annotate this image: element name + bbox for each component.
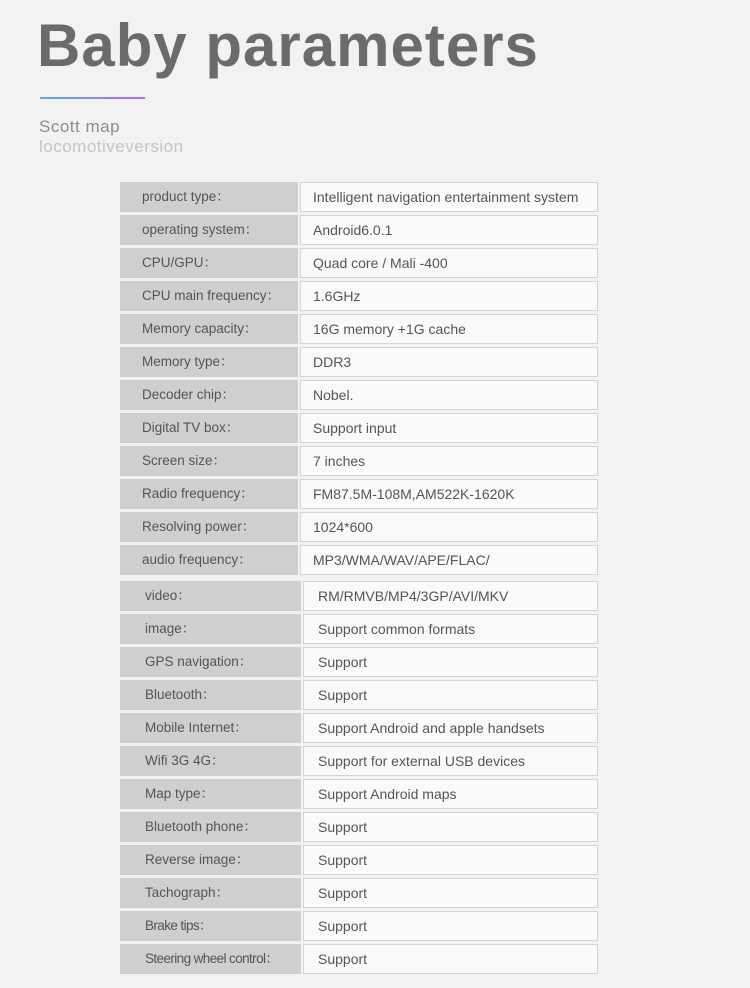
spec-value: Quad core / Mali -400 xyxy=(300,248,598,278)
spec-row xyxy=(120,215,598,245)
spec-value: Support xyxy=(303,680,598,710)
spec-value: MP3/WMA/WAV/APE/FLAC/ xyxy=(300,545,598,575)
spec-row xyxy=(120,413,598,443)
spec-label: Map type： xyxy=(120,779,301,809)
spec-row xyxy=(120,479,598,509)
spec-row xyxy=(120,812,598,842)
spec-value: Support common formats xyxy=(303,614,598,644)
spec-value: 1.6GHz xyxy=(300,281,598,311)
spec-label: Brake tips： xyxy=(120,911,301,941)
spec-label: Wifi 3G 4G： xyxy=(120,746,301,776)
spec-label: Screen size： xyxy=(120,446,298,476)
subtitle-version: locomotiveversion xyxy=(39,137,184,156)
spec-row xyxy=(120,314,598,344)
page-title: Baby parameters xyxy=(37,12,539,79)
spec-label: video： xyxy=(120,581,301,611)
spec-label: Steering wheel control： xyxy=(120,944,301,974)
spec-value: DDR3 xyxy=(300,347,598,377)
spec-label: Tachograph： xyxy=(120,878,301,908)
spec-row xyxy=(120,545,598,575)
spec-label: product type： xyxy=(120,182,298,212)
spec-row xyxy=(120,614,598,644)
spec-row xyxy=(120,746,598,776)
spec-value: Support input xyxy=(300,413,598,443)
spec-value: Support Android and apple handsets xyxy=(303,713,598,743)
spec-label: CPU main frequency： xyxy=(120,281,298,311)
spec-value: Support Android maps xyxy=(303,779,598,809)
spec-label: operating system： xyxy=(120,215,298,245)
spec-label: Reverse image： xyxy=(120,845,301,875)
spec-value: Android6.0.1 xyxy=(300,215,598,245)
spec-row xyxy=(120,845,598,875)
spec-value: Support for external USB devices xyxy=(303,746,598,776)
spec-label: GPS navigation： xyxy=(120,647,301,677)
spec-row xyxy=(120,347,598,377)
spec-value: Support xyxy=(303,845,598,875)
spec-label: Resolving power： xyxy=(120,512,298,542)
spec-label: audio frequency： xyxy=(120,545,298,575)
spec-value: RM/RMVB/MP4/3GP/AVI/MKV xyxy=(303,581,598,611)
spec-value: Nobel. xyxy=(300,380,598,410)
spec-value: Support xyxy=(303,878,598,908)
spec-value: 1024*600 xyxy=(300,512,598,542)
spec-value: Support xyxy=(303,944,598,974)
spec-label: Bluetooth： xyxy=(120,680,301,710)
spec-value: Support xyxy=(303,911,598,941)
spec-value: Support xyxy=(303,812,598,842)
spec-label: Bluetooth phone： xyxy=(120,812,301,842)
spec-row xyxy=(120,944,598,974)
spec-row xyxy=(120,248,598,278)
spec-row xyxy=(120,779,598,809)
spec-value: 7 inches xyxy=(300,446,598,476)
spec-row xyxy=(120,647,598,677)
title-accent-line xyxy=(40,97,145,99)
subtitle-product-name: Scott map xyxy=(39,117,121,136)
spec-row xyxy=(120,713,598,743)
spec-row xyxy=(120,878,598,908)
spec-value: 16G memory +1G cache xyxy=(300,314,598,344)
spec-row xyxy=(120,911,598,941)
spec-label: Decoder chip： xyxy=(120,380,298,410)
spec-label: Memory type： xyxy=(120,347,298,377)
spec-row xyxy=(120,380,598,410)
spec-row xyxy=(120,680,598,710)
spec-label: Memory capacity： xyxy=(120,314,298,344)
spec-label: Radio frequency： xyxy=(120,479,298,509)
spec-row xyxy=(120,581,598,611)
spec-label: image： xyxy=(120,614,301,644)
spec-label: Mobile Internet： xyxy=(120,713,301,743)
spec-row xyxy=(120,512,598,542)
spec-label: Digital TV box： xyxy=(120,413,298,443)
spec-value: Support xyxy=(303,647,598,677)
spec-row xyxy=(120,281,598,311)
spec-label: CPU/GPU： xyxy=(120,248,298,278)
spec-value: FM87.5M-108M,AM522K-1620K xyxy=(300,479,598,509)
spec-row xyxy=(120,182,598,212)
spec-value: Intelligent navigation entertainment system xyxy=(300,182,598,212)
spec-row xyxy=(120,446,598,476)
